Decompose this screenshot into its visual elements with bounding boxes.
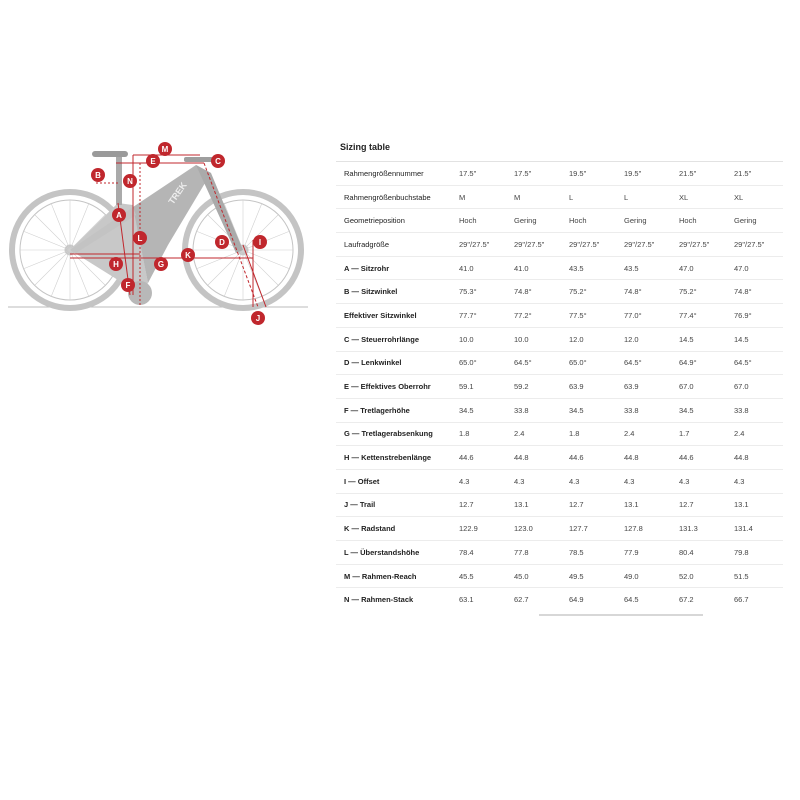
table-cell: 34.5 (673, 398, 728, 422)
table-row (336, 469, 783, 493)
table-cell: 77.0° (618, 304, 673, 328)
table-cell: 131.3 (673, 517, 728, 541)
table-cell: 44.8 (618, 446, 673, 470)
table-cell: 59.2 (508, 375, 563, 399)
row-label: Geometrieposition (336, 209, 453, 233)
table-cell: 34.5 (563, 398, 618, 422)
table-row (336, 564, 783, 588)
table-cell: 127.7 (563, 517, 618, 541)
table-cell: 4.3 (673, 469, 728, 493)
svg-text:B: B (95, 171, 101, 180)
table-cell: 66.7 (728, 588, 783, 611)
table-cell: 10.0 (453, 327, 508, 351)
bike-geometry-diagram (8, 135, 308, 330)
table-row (336, 256, 783, 280)
table-cell: Gering (618, 209, 673, 233)
svg-text:J: J (255, 314, 261, 323)
row-label: H — Kettenstrebenlänge (336, 446, 453, 470)
table-row (336, 280, 783, 304)
table-row (336, 209, 783, 233)
row-label: F — Tretlagerhöhe (336, 398, 453, 422)
table-cell: 44.8 (508, 446, 563, 470)
table-cell: 123.0 (508, 517, 563, 541)
table-cell: 78.4 (453, 541, 508, 565)
table-cell: XL (673, 185, 728, 209)
table-cell: 64.5° (618, 351, 673, 375)
table-cell: 77.8 (508, 541, 563, 565)
table-cell: 4.3 (508, 469, 563, 493)
marker-J (251, 311, 265, 325)
table-cell: 13.1 (618, 493, 673, 517)
svg-text:A: A (116, 211, 122, 220)
svg-text:I: I (258, 238, 262, 247)
row-label: M — Rahmen-Reach (336, 564, 453, 588)
table-cell: 1.8 (563, 422, 618, 446)
table-cell: Hoch (673, 209, 728, 233)
marker-C (211, 154, 225, 168)
table-cell: 64.9 (563, 588, 618, 611)
marker-N (123, 174, 137, 188)
svg-text:H: H (113, 260, 119, 269)
table-cell: 14.5 (673, 327, 728, 351)
table-cell: 12.7 (453, 493, 508, 517)
horizontal-scrollbar[interactable] (539, 614, 703, 616)
table-cell: 77.4° (673, 304, 728, 328)
table-cell: 41.0 (453, 256, 508, 280)
table-cell: 13.1 (728, 493, 783, 517)
table-cell: 77.5° (563, 304, 618, 328)
table-cell: 45.5 (453, 564, 508, 588)
table-cell: 67.0 (728, 375, 783, 399)
row-label: B — Sitzwinkel (336, 280, 453, 304)
table-cell: 12.7 (673, 493, 728, 517)
table-cell: Hoch (563, 209, 618, 233)
table-cell: 64.5° (728, 351, 783, 375)
table-cell: 45.0 (508, 564, 563, 588)
table-cell: 4.3 (453, 469, 508, 493)
table-row (336, 327, 783, 351)
table-cell: 1.8 (453, 422, 508, 446)
svg-text:G: G (157, 260, 165, 269)
row-label: I — Offset (336, 469, 453, 493)
table-cell: 79.8 (728, 541, 783, 565)
table-cell: 29"/27.5" (563, 233, 618, 257)
table-cell: 64.5 (618, 588, 673, 611)
table-cell: 33.8 (508, 398, 563, 422)
table-cell: 4.3 (728, 469, 783, 493)
table-row (336, 304, 783, 328)
marker-B (91, 168, 105, 182)
marker-G (154, 257, 168, 271)
table-row (336, 185, 783, 209)
row-label: Effektiver Sitzwinkel (336, 304, 453, 328)
table-cell: 77.2° (508, 304, 563, 328)
row-label: L — Überstandshöhe (336, 541, 453, 565)
table-cell: Hoch (453, 209, 508, 233)
table-cell: 17.5" (453, 162, 508, 186)
table-cell: 77.9 (618, 541, 673, 565)
table-cell: 17.5" (508, 162, 563, 186)
table-cell: 74.8° (508, 280, 563, 304)
table-cell: 47.0 (728, 256, 783, 280)
row-label: Laufradgröße (336, 233, 453, 257)
table-cell: 65.0° (563, 351, 618, 375)
table-row (336, 541, 783, 565)
table-cell: 44.6 (673, 446, 728, 470)
sizing-table-section (336, 133, 782, 611)
table-cell: 14.5 (728, 327, 783, 351)
table-cell: 29"/27.5" (673, 233, 728, 257)
row-label: E — Effektives Oberrohr (336, 375, 453, 399)
marker-L (133, 231, 147, 245)
table-cell: 63.9 (563, 375, 618, 399)
table-cell: 67.0 (673, 375, 728, 399)
table-cell: 47.0 (673, 256, 728, 280)
table-cell: M (508, 185, 563, 209)
table-row (336, 351, 783, 375)
table-row (336, 446, 783, 470)
sizing-table (336, 161, 783, 611)
row-label: Rahmengrößenbuchstabe (336, 185, 453, 209)
table-cell: 75.2° (563, 280, 618, 304)
table-cell: L (618, 185, 673, 209)
table-cell: 65.0° (453, 351, 508, 375)
svg-text:E: E (150, 157, 156, 166)
marker-H (109, 257, 123, 271)
table-cell: 77.7° (453, 304, 508, 328)
table-cell: Gering (508, 209, 563, 233)
table-cell: 34.5 (453, 398, 508, 422)
table-cell: 64.5° (508, 351, 563, 375)
table-cell: 41.0 (508, 256, 563, 280)
table-cell: 2.4 (618, 422, 673, 446)
table-cell: Gering (728, 209, 783, 233)
table-cell: 78.5 (563, 541, 618, 565)
svg-text:M: M (161, 145, 169, 154)
table-cell: 4.3 (618, 469, 673, 493)
svg-text:F: F (125, 281, 131, 290)
row-label: C — Steuerrohrlänge (336, 327, 453, 351)
table-cell: 29"/27.5" (618, 233, 673, 257)
table-cell: 63.9 (618, 375, 673, 399)
row-label: N — Rahmen-Stack (336, 588, 453, 611)
table-row (336, 375, 783, 399)
row-label: G — Tretlagerabsenkung (336, 422, 453, 446)
table-cell: 49.5 (563, 564, 618, 588)
table-row (336, 493, 783, 517)
row-label: J — Trail (336, 493, 453, 517)
table-cell: 12.7 (563, 493, 618, 517)
table-cell: 51.5 (728, 564, 783, 588)
table-cell: L (563, 185, 618, 209)
svg-text:L: L (137, 234, 143, 243)
marker-D (215, 235, 229, 249)
table-cell: 2.4 (728, 422, 783, 446)
marker-F (121, 278, 135, 292)
table-cell: 13.1 (508, 493, 563, 517)
svg-text:C: C (215, 157, 221, 166)
table-cell: 75.2° (673, 280, 728, 304)
table-cell: 59.1 (453, 375, 508, 399)
table-cell: 1.7 (673, 422, 728, 446)
table-cell: 131.4 (728, 517, 783, 541)
table-cell: 44.6 (453, 446, 508, 470)
marker-I (253, 235, 267, 249)
table-cell: 52.0 (673, 564, 728, 588)
marker-K (181, 248, 195, 262)
table-cell: 29"/27.5" (453, 233, 508, 257)
table-cell: 33.8 (728, 398, 783, 422)
table-cell: 43.5 (618, 256, 673, 280)
table-row (336, 233, 783, 257)
table-cell: M (453, 185, 508, 209)
table-cell: 21.5" (728, 162, 783, 186)
table-cell: 127.8 (618, 517, 673, 541)
row-label: D — Lenkwinkel (336, 351, 453, 375)
table-row (336, 162, 783, 186)
table-cell: 122.9 (453, 517, 508, 541)
table-cell: 12.0 (563, 327, 618, 351)
marker-A (112, 208, 126, 222)
marker-E (146, 154, 160, 168)
svg-text:D: D (219, 238, 225, 247)
table-cell: 4.3 (563, 469, 618, 493)
table-cell: 43.5 (563, 256, 618, 280)
table-cell: 67.2 (673, 588, 728, 611)
table-row (336, 588, 783, 611)
row-label: Rahmengrößennummer (336, 162, 453, 186)
table-cell: 12.0 (618, 327, 673, 351)
row-label: K — Radstand (336, 517, 453, 541)
table-cell: 44.8 (728, 446, 783, 470)
table-cell: 10.0 (508, 327, 563, 351)
table-cell: 75.3° (453, 280, 508, 304)
table-row (336, 422, 783, 446)
table-cell: 29"/27.5" (728, 233, 783, 257)
table-cell: 19.5" (563, 162, 618, 186)
row-label: A — Sitzrohr (336, 256, 453, 280)
table-row (336, 398, 783, 422)
table-cell: 63.1 (453, 588, 508, 611)
sizing-table-title: Sizing table (340, 142, 391, 152)
table-cell: 64.9° (673, 351, 728, 375)
table-cell: 74.8° (618, 280, 673, 304)
table-row (336, 517, 783, 541)
svg-text:K: K (185, 251, 191, 260)
table-cell: 21.5" (673, 162, 728, 186)
table-cell: 44.6 (563, 446, 618, 470)
table-cell: 29"/27.5" (508, 233, 563, 257)
marker-M (158, 142, 172, 156)
table-cell: XL (728, 185, 783, 209)
table-cell: 80.4 (673, 541, 728, 565)
table-cell: 19.5" (618, 162, 673, 186)
table-cell: 33.8 (618, 398, 673, 422)
table-cell: 62.7 (508, 588, 563, 611)
table-cell: 49.0 (618, 564, 673, 588)
table-cell: 74.8° (728, 280, 783, 304)
svg-text:N: N (127, 177, 133, 186)
frame-brand-text: TREK (166, 180, 189, 207)
table-cell: 2.4 (508, 422, 563, 446)
table-cell: 76.9° (728, 304, 783, 328)
